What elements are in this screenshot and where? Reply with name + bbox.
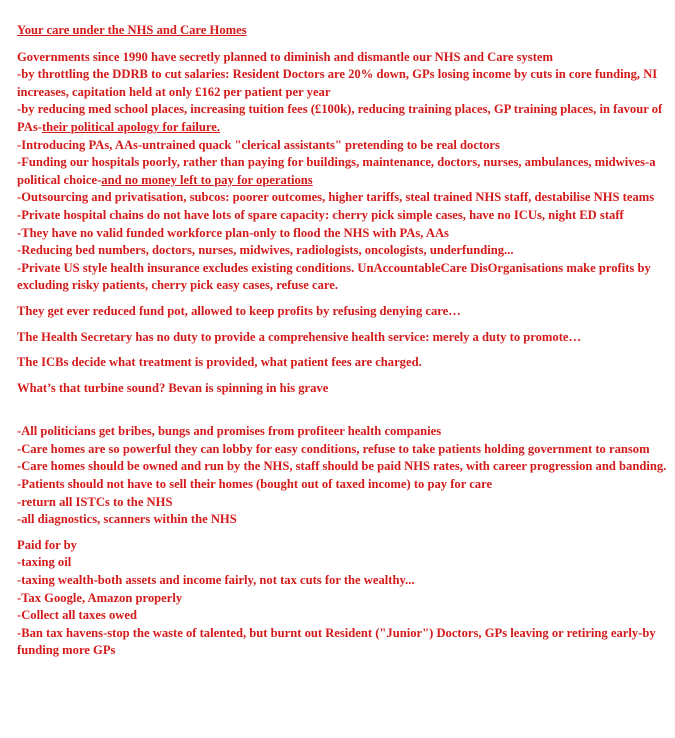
demand-item: -return all ISTCs to the NHS bbox=[17, 494, 173, 509]
statement-paragraph: What’s that turbine sound? Bevan is spinning in his grave bbox=[17, 380, 329, 395]
demand-item: -All politicians get bribes, bungs and promises from profiteer health companies bbox=[17, 424, 442, 439]
funding-item: -Tax Google, Amazon properly bbox=[17, 590, 183, 605]
funding-heading: Paid for by bbox=[17, 537, 77, 552]
underlined-phrase: their political apology for failure. bbox=[41, 119, 221, 134]
point-item: -Private hospital chains do not have lots of spare capacity: cherry pick simple cases, have no ICUs, night ED staff bbox=[17, 207, 624, 222]
demand-item: -Care homes are so powerful they can lobby for easy conditions, refuse to take patients holding government to ransom bbox=[17, 441, 650, 456]
funding-item: -taxing oil bbox=[17, 555, 72, 570]
statement-paragraph: The Health Secretary has no duty to provide a comprehensive health service: merely a duty to promote… bbox=[17, 329, 582, 344]
point-text: -Funding our hospitals poorly, rather than paying for buildings, maintenance, doctors, nurses, ambulances, midwives-a political choice- bbox=[17, 155, 656, 187]
point-item: -Introducing PAs, AAs-untrained quack "clerical assistants" pretending to be real doctors bbox=[17, 137, 500, 152]
point-item: -They have no valid funded workforce plan-only to flood the NHS with PAs, AAs bbox=[17, 225, 449, 240]
intro-paragraph: Governments since 1990 have secretly planned to diminish and dismantle our NHS and Care system bbox=[17, 49, 553, 64]
document-body bbox=[17, 22, 667, 660]
funding-item: -Collect all taxes owed bbox=[17, 608, 137, 623]
underlined-phrase: and no money left to pay for operations bbox=[101, 172, 313, 187]
demand-item: -all diagnostics, scanners within the NHS bbox=[17, 512, 237, 527]
funding-item: -Ban tax havens-stop the waste of talented, but burnt out Resident ("Junior") Doctors, GPs leaving or retiring early-by funding more GPs bbox=[17, 625, 656, 658]
point-item bbox=[17, 154, 667, 189]
point-item bbox=[17, 101, 667, 136]
funding-item: -taxing wealth-both assets and income fairly, not tax cuts for the wealthy... bbox=[17, 573, 415, 588]
demand-item: -Patients should not have to sell their homes (bought out of taxed income) to pay for care bbox=[17, 477, 493, 492]
point-item: -Outsourcing and privatisation, subcos: poorer outcomes, higher tariffs, steal trained NHS staff, destabilise NHS teams bbox=[17, 190, 655, 205]
demand-item: -Care homes should be owned and run by the NHS, staff should be paid NHS rates, with career progression and banding. bbox=[17, 459, 667, 474]
point-text: -by reducing med school places, increasing tuition fees (£100k), reducing training places, GP training places, in favour of PAs- bbox=[17, 102, 663, 134]
point-item: -Reducing bed numbers, doctors, nurses, midwives, radiologists, oncologists, underfunding... bbox=[17, 243, 514, 258]
point-item: -Private US style health insurance excludes existing conditions. UnAccountableCare DisOrganisations make profits by excluding risky patients, cherry pick easy cases, refuse care. bbox=[17, 260, 651, 293]
point-item: -by throttling the DDRB to cut salaries: Resident Doctors are 20% down, GPs losing income by cuts in core funding, NI increases, capitation held at only £162 per patient per year bbox=[17, 67, 658, 99]
statement-paragraph: They get ever reduced fund pot, allowed to keep profits by refusing denying care… bbox=[17, 303, 461, 318]
statement-paragraph: The ICBs decide what treatment is provided, what patient fees are charged. bbox=[17, 355, 422, 370]
document-title: Your care under the NHS and Care Homes bbox=[17, 23, 247, 37]
